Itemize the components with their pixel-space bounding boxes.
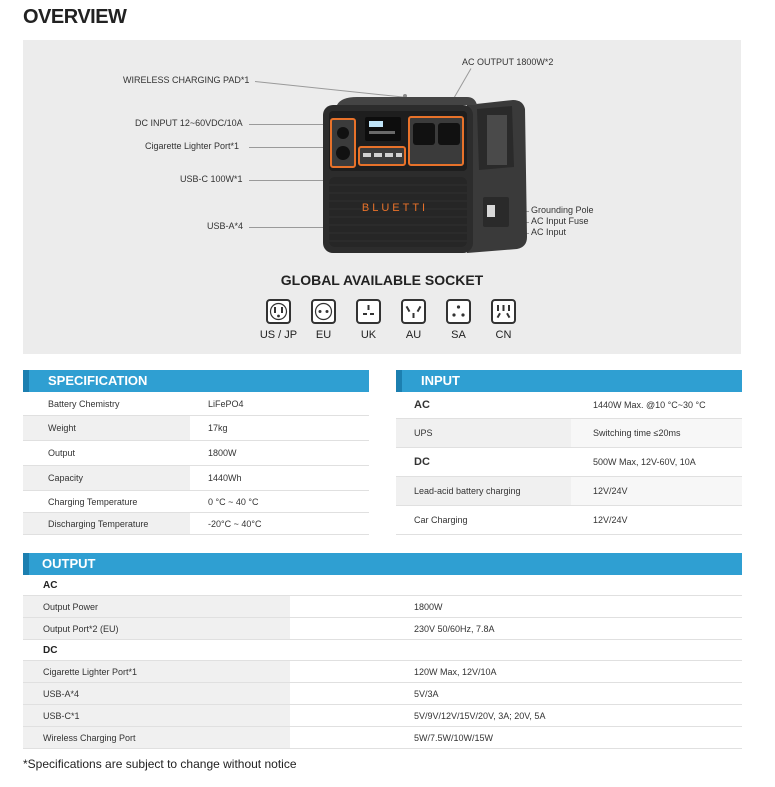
cn-socket-icon (491, 299, 516, 324)
callout-dc-input: DC INPUT 12~60VDC/10A (135, 118, 243, 128)
socket-sa (436, 299, 481, 341)
socket-label: UK (360, 329, 377, 341)
table-row: Output Power 1800W (23, 596, 742, 618)
socket-title: GLOBAL AVAILABLE SOCKET (280, 272, 484, 288)
output-dc-label: DC (43, 644, 58, 656)
au-socket-icon (401, 299, 426, 324)
disclaimer-note: *Specifications are subject to change without notice (23, 757, 297, 771)
table-row: DC 500W Max, 12V-60V, 10A (396, 448, 742, 477)
output-ac-label: AC (43, 579, 58, 591)
output-table (23, 553, 742, 749)
callout-usb-c: USB-C 100W*1 (180, 174, 243, 184)
table-row: Discharging Temperature -20°C ~ 40°C (23, 513, 369, 535)
power-station-image (317, 97, 533, 255)
callout-ac-output: AC OUTPUT 1800W*2 (462, 57, 554, 67)
overview-panel (23, 40, 741, 354)
callout-ac-input-fuse: AC Input Fuse (531, 216, 589, 226)
table-row: Battery Chemistry LiFePO4 (23, 392, 369, 416)
output-header: OUTPUT (23, 553, 742, 575)
table-row: USB-C*1 5V/9V/12V/15V/20V, 3A; 20V, 5A (23, 705, 742, 727)
table-row: Cigarette Lighter Port*1 120W Max, 12V/10A (23, 661, 742, 683)
brand-logo: BLUETTI (361, 202, 429, 214)
callout-cigarette-lighter: Cigarette Lighter Port*1 (145, 141, 240, 151)
table-row: Lead-acid battery charging 12V/24V (396, 477, 742, 506)
callout-ac-input: AC Input (531, 227, 567, 237)
callout-wireless-charging: WIRELESS CHARGING PAD*1 (123, 75, 250, 85)
table-row: Capacity 1440Wh (23, 466, 369, 491)
table-row: Output Port*2 (EU) 230V 50/60Hz, 7.8A (23, 618, 742, 640)
table-row: Output 1800W (23, 441, 369, 466)
specification-table (23, 370, 369, 535)
socket-au (391, 299, 436, 341)
sa-socket-icon (446, 299, 471, 324)
us-jp-socket-icon (266, 299, 291, 324)
table-row: UPS Switching time ≤20ms (396, 419, 742, 448)
socket-cn (481, 299, 526, 341)
table-row: AC 1440W Max. @10 °C~30 °C (396, 392, 742, 419)
socket-eu (301, 299, 346, 341)
socket-label: SA (451, 329, 466, 341)
table-row: Car Charging 12V/24V (396, 506, 742, 535)
table-row: Wireless Charging Port 5W/7.5W/10W/15W (23, 727, 742, 749)
input-table (396, 370, 742, 535)
socket-us-jp (256, 299, 301, 341)
callout-usb-a: USB-A*4 (207, 221, 244, 231)
page-title: OVERVIEW (23, 6, 127, 28)
table-row: Charging Temperature 0 °C ~ 40 °C (23, 491, 369, 513)
specification-header: SPECIFICATION (23, 370, 369, 392)
socket-label: CN (495, 329, 512, 341)
socket-label: EU (315, 329, 332, 341)
eu-socket-icon (311, 299, 336, 324)
socket-uk (346, 299, 391, 341)
socket-list (256, 299, 526, 341)
table-row: USB-A*4 5V/3A (23, 683, 742, 705)
input-header: INPUT (396, 370, 742, 392)
socket-label: AU (405, 329, 422, 341)
callout-grounding-pole: Grounding Pole (531, 205, 594, 215)
uk-socket-icon (356, 299, 381, 324)
socket-label: US / JP (259, 329, 298, 341)
table-row: Weight 17kg (23, 416, 369, 441)
